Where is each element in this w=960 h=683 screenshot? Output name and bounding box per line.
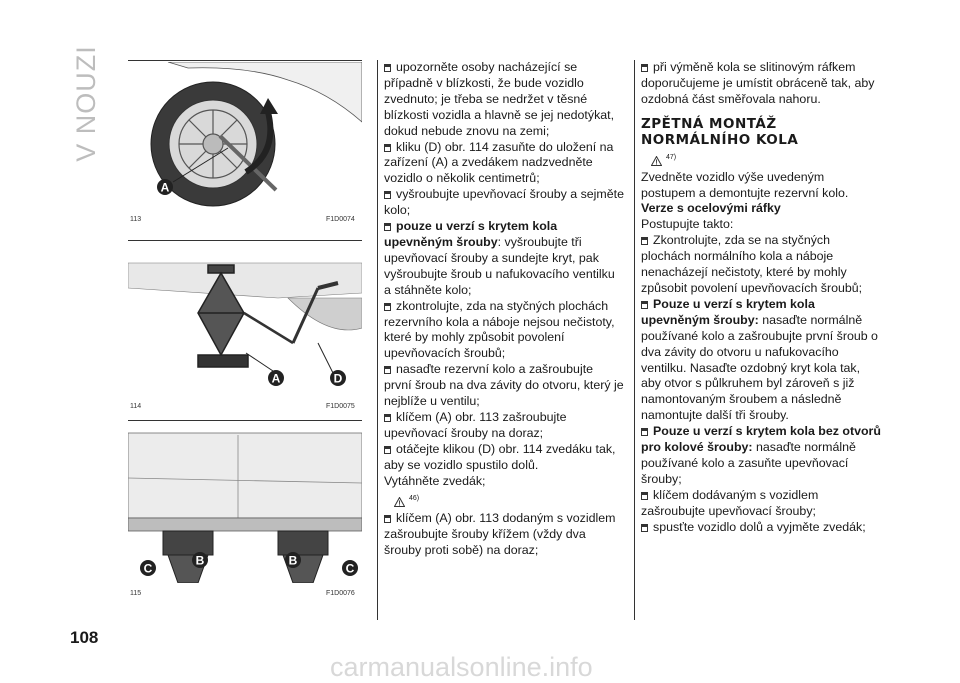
- callout-a-114-label: A: [271, 371, 281, 386]
- checkbox-bullet-icon: [384, 515, 391, 523]
- svg-text:!: !: [655, 159, 658, 166]
- list-item: při výměně kola se slitinovým ráfkem doporučujeme je umístit obráceně tak, aby ozdobná část směřovala nahoru.: [641, 60, 875, 106]
- callout-b-right-label: B: [288, 553, 298, 568]
- list-item: klíčem (A) obr. 113 dodaným s vozidlem zašroubujte šrouby křížem (vždy dva šrouby proti sobě) na doraz;: [384, 511, 616, 558]
- figure-114-jack: [128, 243, 362, 393]
- figure-113-number: 113: [130, 216, 142, 223]
- list-item: otáčejte klikou (D) obr. 114 zvedáku tak, aby se vozidlo spustilo dolů.: [384, 441, 616, 472]
- list-item: upozorněte osoby nacházející se případně v blízkosti, že bude vozidlo zvednuto; je třeba se nedržet v těsné blízkosti vozidla a hlavně se jej nedotýkat, dokud nebude znovu na zemi;: [384, 60, 615, 138]
- warning-ref: ! 46): [394, 491, 624, 507]
- figure-114-code: F1D0075: [326, 403, 355, 410]
- list-item: Pouze u verzí s krytem kola bez otvorů pro kolové šrouby: nasaďte normálně používané kolo a zasuňte upevňovací šrouby;: [641, 424, 881, 486]
- figure-113-top-rule: [128, 60, 362, 61]
- section-heading: ZPĚTNÁ MONTÁŽ NORMÁLNÍHO KOLA: [641, 115, 799, 148]
- middle-column: [384, 60, 624, 559]
- list-item: klíčem dodávaným s vozidlem zašroubujte upevňovací šrouby;: [641, 487, 819, 518]
- list-item: nasaďte rezervní kolo a zašroubujte první šroub na dva závity do otvoru, který je nejblíže u ventilu;: [384, 362, 624, 409]
- intro-paragraph: Zvedněte vozidlo výše uvedeným postupem a demontujte rezervní kolo.: [641, 169, 849, 200]
- section-title: [58, 45, 118, 168]
- sub-intro: Postupujte takto:: [641, 217, 734, 232]
- column-divider-1: [377, 60, 378, 620]
- checkbox-bullet-icon: [384, 191, 391, 199]
- figure-113-wheel-wrench: [128, 62, 362, 207]
- list-item: vyšroubujte upevňovací šrouby a sejměte kolo;: [384, 187, 624, 218]
- list-item: klíčem (A) obr. 113 zašroubujte upevňovací šrouby na doraz;: [384, 409, 567, 440]
- callout-c-right-label: C: [345, 561, 355, 576]
- list-item: pouze u verzí s krytem kola upevněným šrouby: vyšroubujte tři upevňovací šrouby a sundejte kryt, pak vyšroubujte šroub u nafukovacího ventilku a stáhněte kolo;: [384, 219, 615, 297]
- right-column: [641, 60, 881, 535]
- figure-115-code: F1D0076: [326, 590, 355, 597]
- figure-114-number: 114: [130, 403, 142, 410]
- list-item: zkontrolujte, zda na styčných plochách rezervního kola a náboje nejsou nečistoty, které by mohly způsobit povolení upevňovacích šroubů;: [384, 298, 615, 361]
- callout-c-left-label: C: [143, 561, 153, 576]
- callout-b-left-label: B: [195, 553, 205, 568]
- checkbox-bullet-icon: [641, 237, 648, 245]
- checkbox-bullet-icon: [641, 64, 648, 72]
- warning-ref: ! 47): [651, 150, 881, 166]
- callout-d-114-label: D: [333, 371, 343, 386]
- checkbox-bullet-icon: [384, 64, 391, 72]
- checkbox-bullet-icon: [384, 223, 391, 231]
- checkbox-bullet-icon: [384, 414, 391, 422]
- checkbox-bullet-icon: [384, 303, 391, 311]
- checkbox-bullet-icon: [641, 524, 648, 532]
- subheading: Verze s ocelovými ráfky: [641, 201, 781, 216]
- after-text: Vytáhněte zvedák;: [384, 473, 486, 488]
- column-divider-2: [634, 60, 635, 620]
- svg-text:!: !: [398, 500, 401, 508]
- warning-triangle-icon: [394, 497, 405, 507]
- checkbox-bullet-icon: [384, 446, 391, 454]
- warning-triangle-icon: [651, 156, 662, 166]
- list-item: kliku (D) obr. 114 zasuňte do uložení na zařízení (A) a zvedákem nadzvedněte vozidlo o několik centimetrů;: [384, 139, 614, 186]
- checkbox-bullet-icon: [641, 492, 648, 500]
- callout-a-113-label: A: [160, 180, 170, 195]
- section-title-text: V NOUZI: [70, 45, 101, 162]
- list-item: Pouze u verzí s krytem kola upevněným šrouby: nasaďte normálně používané kolo a zašroubujte první šroub o dva závity do otvoru u nafukovacího ventilku. Nasaďte ozdobný kryt kola tak, aby otvor s půlkruhem byl zároveň s již namontovaným šroubem a následně namontujte další tři šrouby.: [641, 296, 878, 423]
- figure-115-top-rule: [128, 420, 362, 421]
- list-item: spusťte vozidlo dolů a vyjměte zvedák;: [641, 520, 881, 536]
- figure-115-number: 115: [130, 590, 142, 597]
- checkbox-bullet-icon: [384, 144, 391, 152]
- figure-115-jack-points: [128, 423, 362, 583]
- list-item: Zkontrolujte, zda se na styčných plochách normálního kola a náboje nenacházejí nečistoty, které by mohly způsobit povolení upevňovacích šroubů;: [641, 233, 863, 295]
- checkbox-bullet-icon: [641, 428, 648, 436]
- page-number: 108: [70, 628, 99, 647]
- checkbox-bullet-icon: [384, 366, 391, 374]
- figure-113-code: F1D0074: [326, 216, 355, 223]
- watermark: carmanualsonline.info: [330, 652, 593, 682]
- checkbox-bullet-icon: [641, 301, 648, 309]
- figure-114-top-rule: [128, 240, 362, 241]
